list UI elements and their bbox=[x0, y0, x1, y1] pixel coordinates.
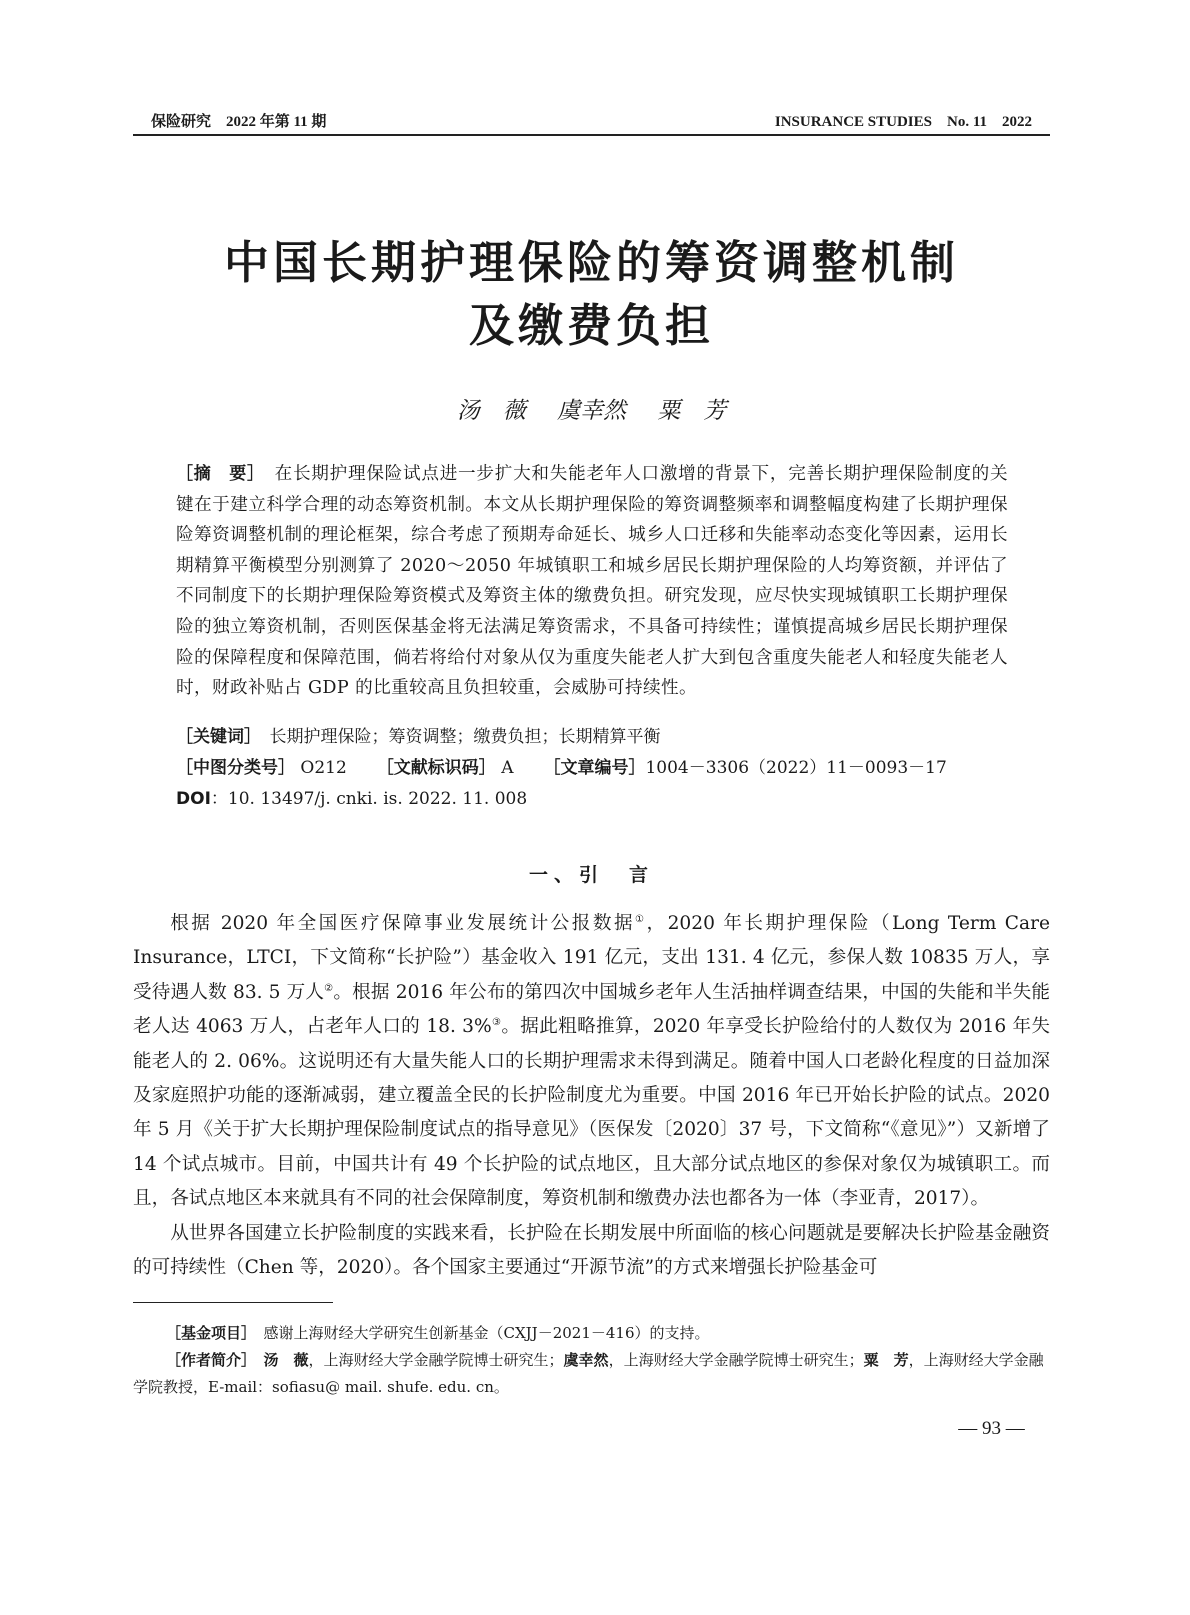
doc-code-value: A bbox=[501, 758, 514, 778]
keywords bbox=[176, 722, 1008, 747]
running-header bbox=[133, 104, 1050, 136]
classification-info bbox=[176, 753, 1008, 778]
footnote-mark: ② bbox=[324, 982, 334, 994]
paragraph: 根据 2020 年全国医疗保障事业发展统计公报数据①，2020 年长期护理保险（Long Term Care Insurance，LTCI，下文简称“长护险”）基金收入 191 亿元，支出 131. 4 亿元，参保人数 10835 万人，享受待遇人数 83. 5 万人②。根据 2016 年公布的第四次中国城乡老年人生活抽样调查结果，中国的失能和半失能老人达 4063 万人，占老年人口的 18. 3%③。据此粗略推算，2020 年享受长护险给付的人数仅为 2016 年失能老人的 2. 06%。这说明还有大量失能人口的长期护理需求未得到满足。随着中国人口老龄化程度的日益加深及家庭照护功能的逐渐减弱，建立覆盖全民的长护险制度尤为重要。中国 2016 年已开始长护险的试点。2020 年 5 月《关于扩大长期护理保险制度试点的指导意见》（医保发〔2020〕37 号，下文简称“《意见》”）又新增了 14 个试点城市。目前，中国共计有 49 个长护险的试点地区，且大部分试点地区的参保对象仅为城镇职工。而且，各试点地区本来就具有不同的社会保障制度，筹资机制和缴费办法也都各为一体（李亚青，2017）。 bbox=[133, 913, 1051, 1210]
paragraph: 从世界各国建立长护险制度的实践来看，长护险在长期发展中所面临的核心问题就是要解决长护险基金融资的可持续性（Chen 等，2020）。各个国家主要通过“开源节流”的方式来增强长护险基金可 bbox=[133, 1222, 1050, 1279]
journal-issue-cn: 保险研究 2022 年第 11 期 bbox=[151, 114, 327, 130]
doc-code-label: ［文献标识码］ bbox=[376, 758, 496, 778]
clc-value: O212 bbox=[300, 758, 347, 778]
section-heading: 一、引 言 bbox=[528, 864, 654, 886]
article-number-value: 1004－3306（2022）11－0093－17 bbox=[645, 758, 947, 778]
body-text bbox=[133, 907, 1050, 1285]
abstract-text: 在长期护理保险试点进一步扩大和失能老年人口激增的背景下，完善长期护理保险制度的关键在于建立科学合理的动态筹资机制。本文从长期护理保险的筹资调整频率和调整幅度构建了长期护理保险筹资调整机制的理论框架，综合考虑了预期寿命延长、城乡人口迁移和失能率动态变化等因素，运用长期精算平衡模型分别测算了 2020～2050 年城镇职工和城乡居民长期护理保险的人均筹资额，并评估了不同制度下的长期护理保险筹资模式及筹资主体的缴费负担。研究发现，应尽快实现城镇职工长期护理保险的独立筹资机制，否则医保基金将无法满足筹资需求，不具备可持续性；谨慎提高城乡居民长期护理保险的保障程度和保障范围，倘若将给付对象从仅为重度失能老人扩大到包含重度失能老人和轻度失能老人时，财政补贴占 GDP 的比重较高且负担较重，会威胁可持续性。 bbox=[176, 464, 1008, 699]
fund-note: ［基金项目］ 感谢上海财经大学研究生创新基金（CXJJ－2021－416）的支持。 bbox=[166, 1324, 710, 1342]
clc-label: ［中图分类号］ bbox=[176, 758, 295, 778]
footnote-mark: ① bbox=[635, 913, 647, 925]
author-name: 粟 芳 bbox=[657, 398, 727, 424]
abstract-label: ［摘 要］ bbox=[176, 464, 257, 484]
keywords-label: ［关键词］ bbox=[176, 727, 253, 747]
footnote-divider bbox=[133, 1302, 333, 1303]
article-number-label: ［文章编号］ bbox=[543, 758, 646, 778]
paper-title-line-1: 中国长期护理保险的筹资调整机制 bbox=[223, 236, 959, 289]
doi-value: ：10. 13497/j. cnki. is. 2022. 11. 008 bbox=[210, 789, 528, 809]
paper-title-line-2: 及缴费负担 bbox=[468, 299, 714, 352]
page-number: — 93 — bbox=[958, 1418, 1025, 1439]
author-list bbox=[133, 392, 1050, 425]
doi bbox=[176, 784, 1008, 809]
journal-issue-en: INSURANCE STUDIES No. 11 2022 bbox=[774, 114, 1032, 130]
author-bio: ［作者简介］ 汤 薇，上海财经大学金融学院博士研究生；虞幸然，上海财经大学金融学院博士研究生；粟 芳，上海财经大学金融学院教授，E-mail：sofiasu@ mail. shufe. edu. cn。 bbox=[133, 1351, 1044, 1396]
abstract bbox=[176, 459, 1008, 704]
footnote-mark: ③ bbox=[491, 1017, 502, 1029]
doi-label: DOI bbox=[176, 789, 211, 809]
author-name: 汤 薇 bbox=[456, 398, 526, 424]
author-name: 虞幸然 bbox=[557, 398, 626, 424]
keywords-text: 长期护理保险；筹资调整；缴费负担；长期精算平衡 bbox=[252, 727, 661, 747]
footnotes bbox=[133, 1320, 1050, 1401]
